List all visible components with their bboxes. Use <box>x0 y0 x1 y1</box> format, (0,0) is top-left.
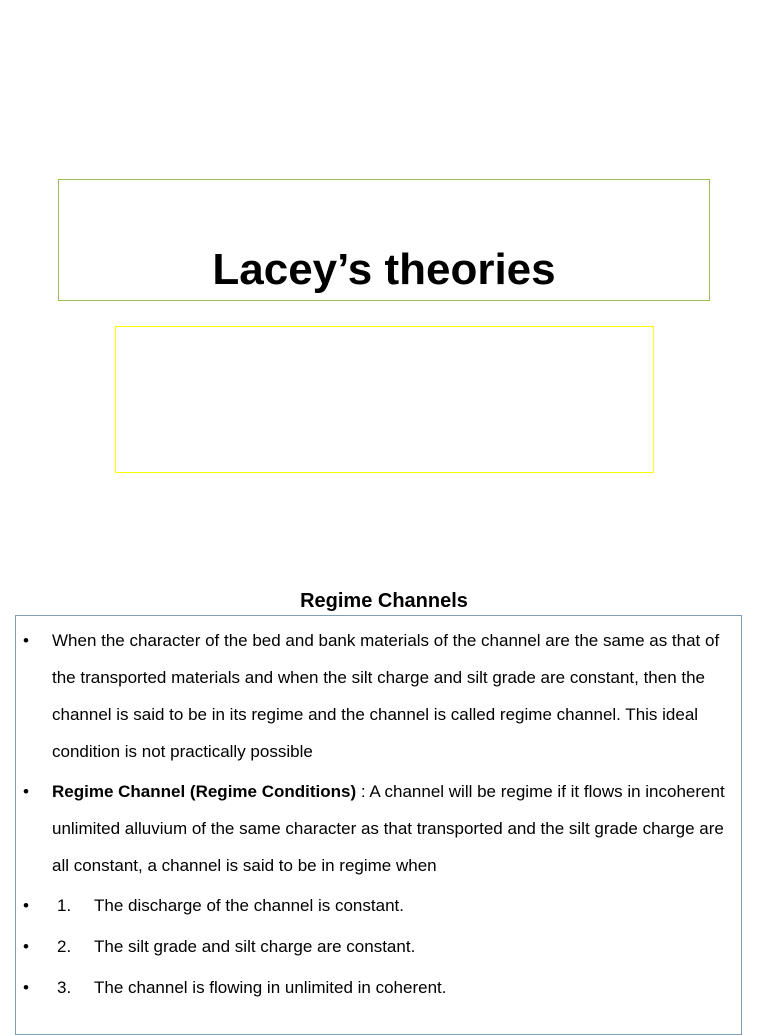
item-number: 3. <box>57 978 72 997</box>
bullet-text <box>52 928 732 965</box>
bullet-marker: • <box>23 782 29 801</box>
bullet-marker: • <box>23 631 29 650</box>
bullet-text <box>52 773 732 884</box>
bullet-marker: • <box>23 978 29 997</box>
content-box <box>15 615 742 1035</box>
slide-title: Lacey’s theories <box>212 245 556 294</box>
bullet-marker: • <box>23 896 29 915</box>
bullet-text <box>52 969 732 1006</box>
bullet-bold-term: Regime Channel (Regime Conditions) <box>52 782 357 801</box>
bullet-text <box>52 887 732 924</box>
item-number: 1. <box>57 896 72 915</box>
item-number: 2. <box>57 937 72 956</box>
bullet-text: When the character of the bed and bank materials of the channel are the same as that of the transported materials and when the silt charge and silt grade are constant, then the channel is said to be in its regime and the channel is called regime channel. This ideal condition is not practically possible <box>52 631 720 761</box>
item-text: The silt grade and silt charge are constant. <box>94 937 416 956</box>
item-text: The discharge of the channel is constant. <box>94 896 404 915</box>
section-heading: Regime Channels <box>300 590 468 612</box>
subtitle-placeholder-box <box>115 326 654 473</box>
bullet-marker: • <box>23 937 29 956</box>
item-text: The channel is flowing in unlimited in coherent. <box>94 978 447 997</box>
bullet-text-rest: : A channel will be regime if it flows in incoherent unlimited alluvium of the same character as that transported and the silt grade charge are all constant, a channel is said to be in regime when <box>52 782 725 875</box>
